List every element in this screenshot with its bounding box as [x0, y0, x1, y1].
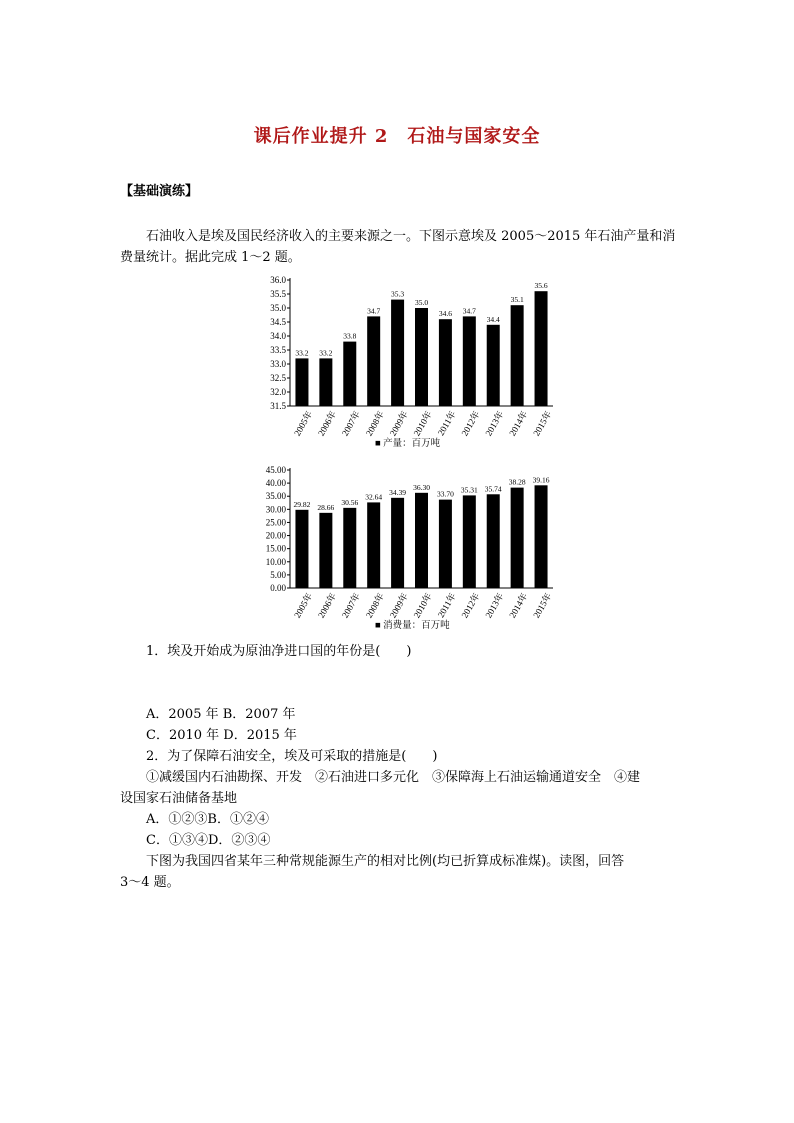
- data-label: 34.4: [486, 314, 500, 324]
- bar: [415, 493, 428, 588]
- bar: [343, 342, 356, 406]
- data-label: 33.2: [319, 348, 333, 358]
- y-tick-label: 5.00: [270, 569, 286, 580]
- data-label: 35.1: [510, 295, 524, 305]
- question-2-stem: 2．为了保障石油安全，埃及可采取的措施是( ): [146, 749, 438, 764]
- chart-legend: ■ 消费量：百万吨: [375, 621, 450, 631]
- bar: [319, 513, 332, 588]
- data-label: 28.66: [317, 502, 335, 512]
- bar: [511, 488, 524, 588]
- data-label: 34.39: [389, 487, 407, 497]
- chart-legend: ■ 产量：百万吨: [375, 439, 441, 449]
- question-1-options-cd: C．2010 年 D．2015 年: [146, 728, 297, 743]
- question-2-options-cd: C．①③④D．②③④: [146, 833, 271, 848]
- data-label: 33.8: [343, 331, 357, 341]
- bar: [295, 510, 308, 588]
- section-label: 【基础演练】: [120, 184, 199, 199]
- bar: [367, 502, 380, 588]
- data-label: 35.0: [414, 298, 429, 307]
- x-tick-label: 2012年: [459, 409, 482, 438]
- x-tick-label: 2008年: [363, 591, 386, 620]
- y-tick-label: 35.5: [270, 289, 286, 299]
- x-tick-label: 2006年: [315, 409, 339, 438]
- consumption-bar-chart: [255, 462, 555, 640]
- data-label: 32.64: [365, 492, 383, 502]
- x-tick-label: 2015年: [531, 591, 554, 620]
- y-tick-label: 20.00: [265, 530, 286, 541]
- data-label: 30.56: [341, 497, 359, 507]
- y-tick-label: 25.00: [265, 517, 286, 528]
- data-label: 35.74: [484, 484, 502, 494]
- y-tick-label: 35.0: [270, 303, 286, 313]
- y-tick-label: 33.5: [270, 345, 286, 355]
- data-label: 35.3: [391, 289, 405, 299]
- data-label: 34.7: [367, 306, 381, 316]
- bar: [415, 308, 428, 406]
- intro-paragraph: 石油收入是埃及国民经济收入的主要来源之一。下图示意埃及 2005～2015 年石油产量和消费量统计。据此完成 1～2 题。: [120, 229, 676, 265]
- bar: [535, 291, 548, 406]
- bar: [439, 500, 452, 588]
- bar: [463, 316, 476, 406]
- x-tick-label: 2014年: [507, 591, 530, 620]
- next-intro-line1: 下图为我国四省某年三种常规能源生产的相对比例(均已折算成标准煤)。读图，回答: [146, 854, 625, 869]
- bar: [487, 494, 500, 588]
- data-label: 39.16: [532, 475, 550, 485]
- page-title: 课后作业提升 2 石油与国家安全: [253, 126, 541, 147]
- y-tick-label: 34.5: [270, 317, 286, 327]
- x-tick-label: 2010年: [411, 409, 434, 438]
- x-tick-label: 2013年: [483, 409, 506, 438]
- data-label: 35.6: [534, 281, 548, 291]
- x-tick-label: 2005年: [292, 591, 315, 620]
- bar: [343, 508, 356, 588]
- y-tick-label: 32.0: [270, 387, 286, 397]
- data-label: 34.7: [462, 306, 476, 316]
- data-label: 33.70: [436, 489, 454, 499]
- data-label: 35.31: [460, 485, 478, 495]
- x-tick-label: 2006年: [315, 591, 339, 620]
- y-tick-label: 10.00: [265, 556, 286, 567]
- y-tick-label: 32.5: [270, 373, 286, 383]
- y-tick-label: 35.00: [265, 491, 286, 502]
- x-tick-label: 2015年: [531, 409, 554, 438]
- data-label: 29.82: [293, 499, 311, 509]
- x-tick-label: 2009年: [387, 409, 410, 438]
- data-label: 36.30: [413, 482, 430, 492]
- question-2-options-ab: A．①②③B．①②④: [146, 812, 269, 827]
- x-tick-label: 2009年: [387, 591, 410, 620]
- y-tick-label: 15.00: [265, 543, 286, 554]
- x-tick-label: 2014年: [507, 409, 530, 438]
- x-tick-label: 2007年: [339, 409, 363, 438]
- data-label: 38.28: [508, 477, 526, 487]
- x-tick-label: 2008年: [363, 409, 386, 438]
- x-tick-label: 2012年: [459, 591, 482, 620]
- question-1-stem: 1．埃及开始成为原油净进口国的年份是( ): [146, 644, 412, 659]
- y-tick-label: 0.00: [270, 583, 286, 593]
- bar: [463, 495, 476, 588]
- y-tick-label: 30.00: [265, 504, 286, 515]
- x-tick-label: 2011年: [435, 591, 458, 620]
- question-2-items-line2: 设国家石油储备基地: [120, 791, 238, 806]
- y-tick-label: 40.00: [265, 478, 286, 489]
- bar: [295, 358, 308, 406]
- bar: [535, 485, 548, 588]
- bar: [511, 305, 524, 406]
- bar: [319, 358, 332, 406]
- y-tick-label: 34.0: [270, 331, 286, 341]
- data-label: 34.6: [438, 309, 452, 319]
- bar: [439, 319, 452, 406]
- y-tick-label: 45.00: [265, 465, 286, 475]
- y-tick-label: 36.0: [270, 275, 286, 285]
- bar: [487, 325, 500, 406]
- bar: [367, 316, 380, 406]
- question-2-items-line1: ①减缓国内石油勘探、开发 ②石油进口多元化 ③保障海上石油运输通道安全 ④建: [146, 770, 641, 785]
- x-tick-label: 2005年: [292, 409, 315, 438]
- production-bar-chart: [255, 272, 555, 454]
- question-1-options-ab: A．2005 年 B．2007 年: [146, 707, 296, 722]
- bar: [391, 498, 404, 588]
- next-intro-line2: 3～4 题。: [120, 875, 180, 890]
- x-tick-label: 2007年: [339, 591, 363, 620]
- x-tick-label: 2010年: [411, 591, 434, 620]
- x-tick-label: 2013年: [483, 591, 506, 620]
- data-label: 33.2: [295, 348, 309, 358]
- bar: [391, 300, 404, 406]
- y-tick-label: 33.0: [270, 359, 286, 369]
- x-tick-label: 2011年: [435, 409, 458, 438]
- y-tick-label: 31.5: [270, 401, 286, 411]
